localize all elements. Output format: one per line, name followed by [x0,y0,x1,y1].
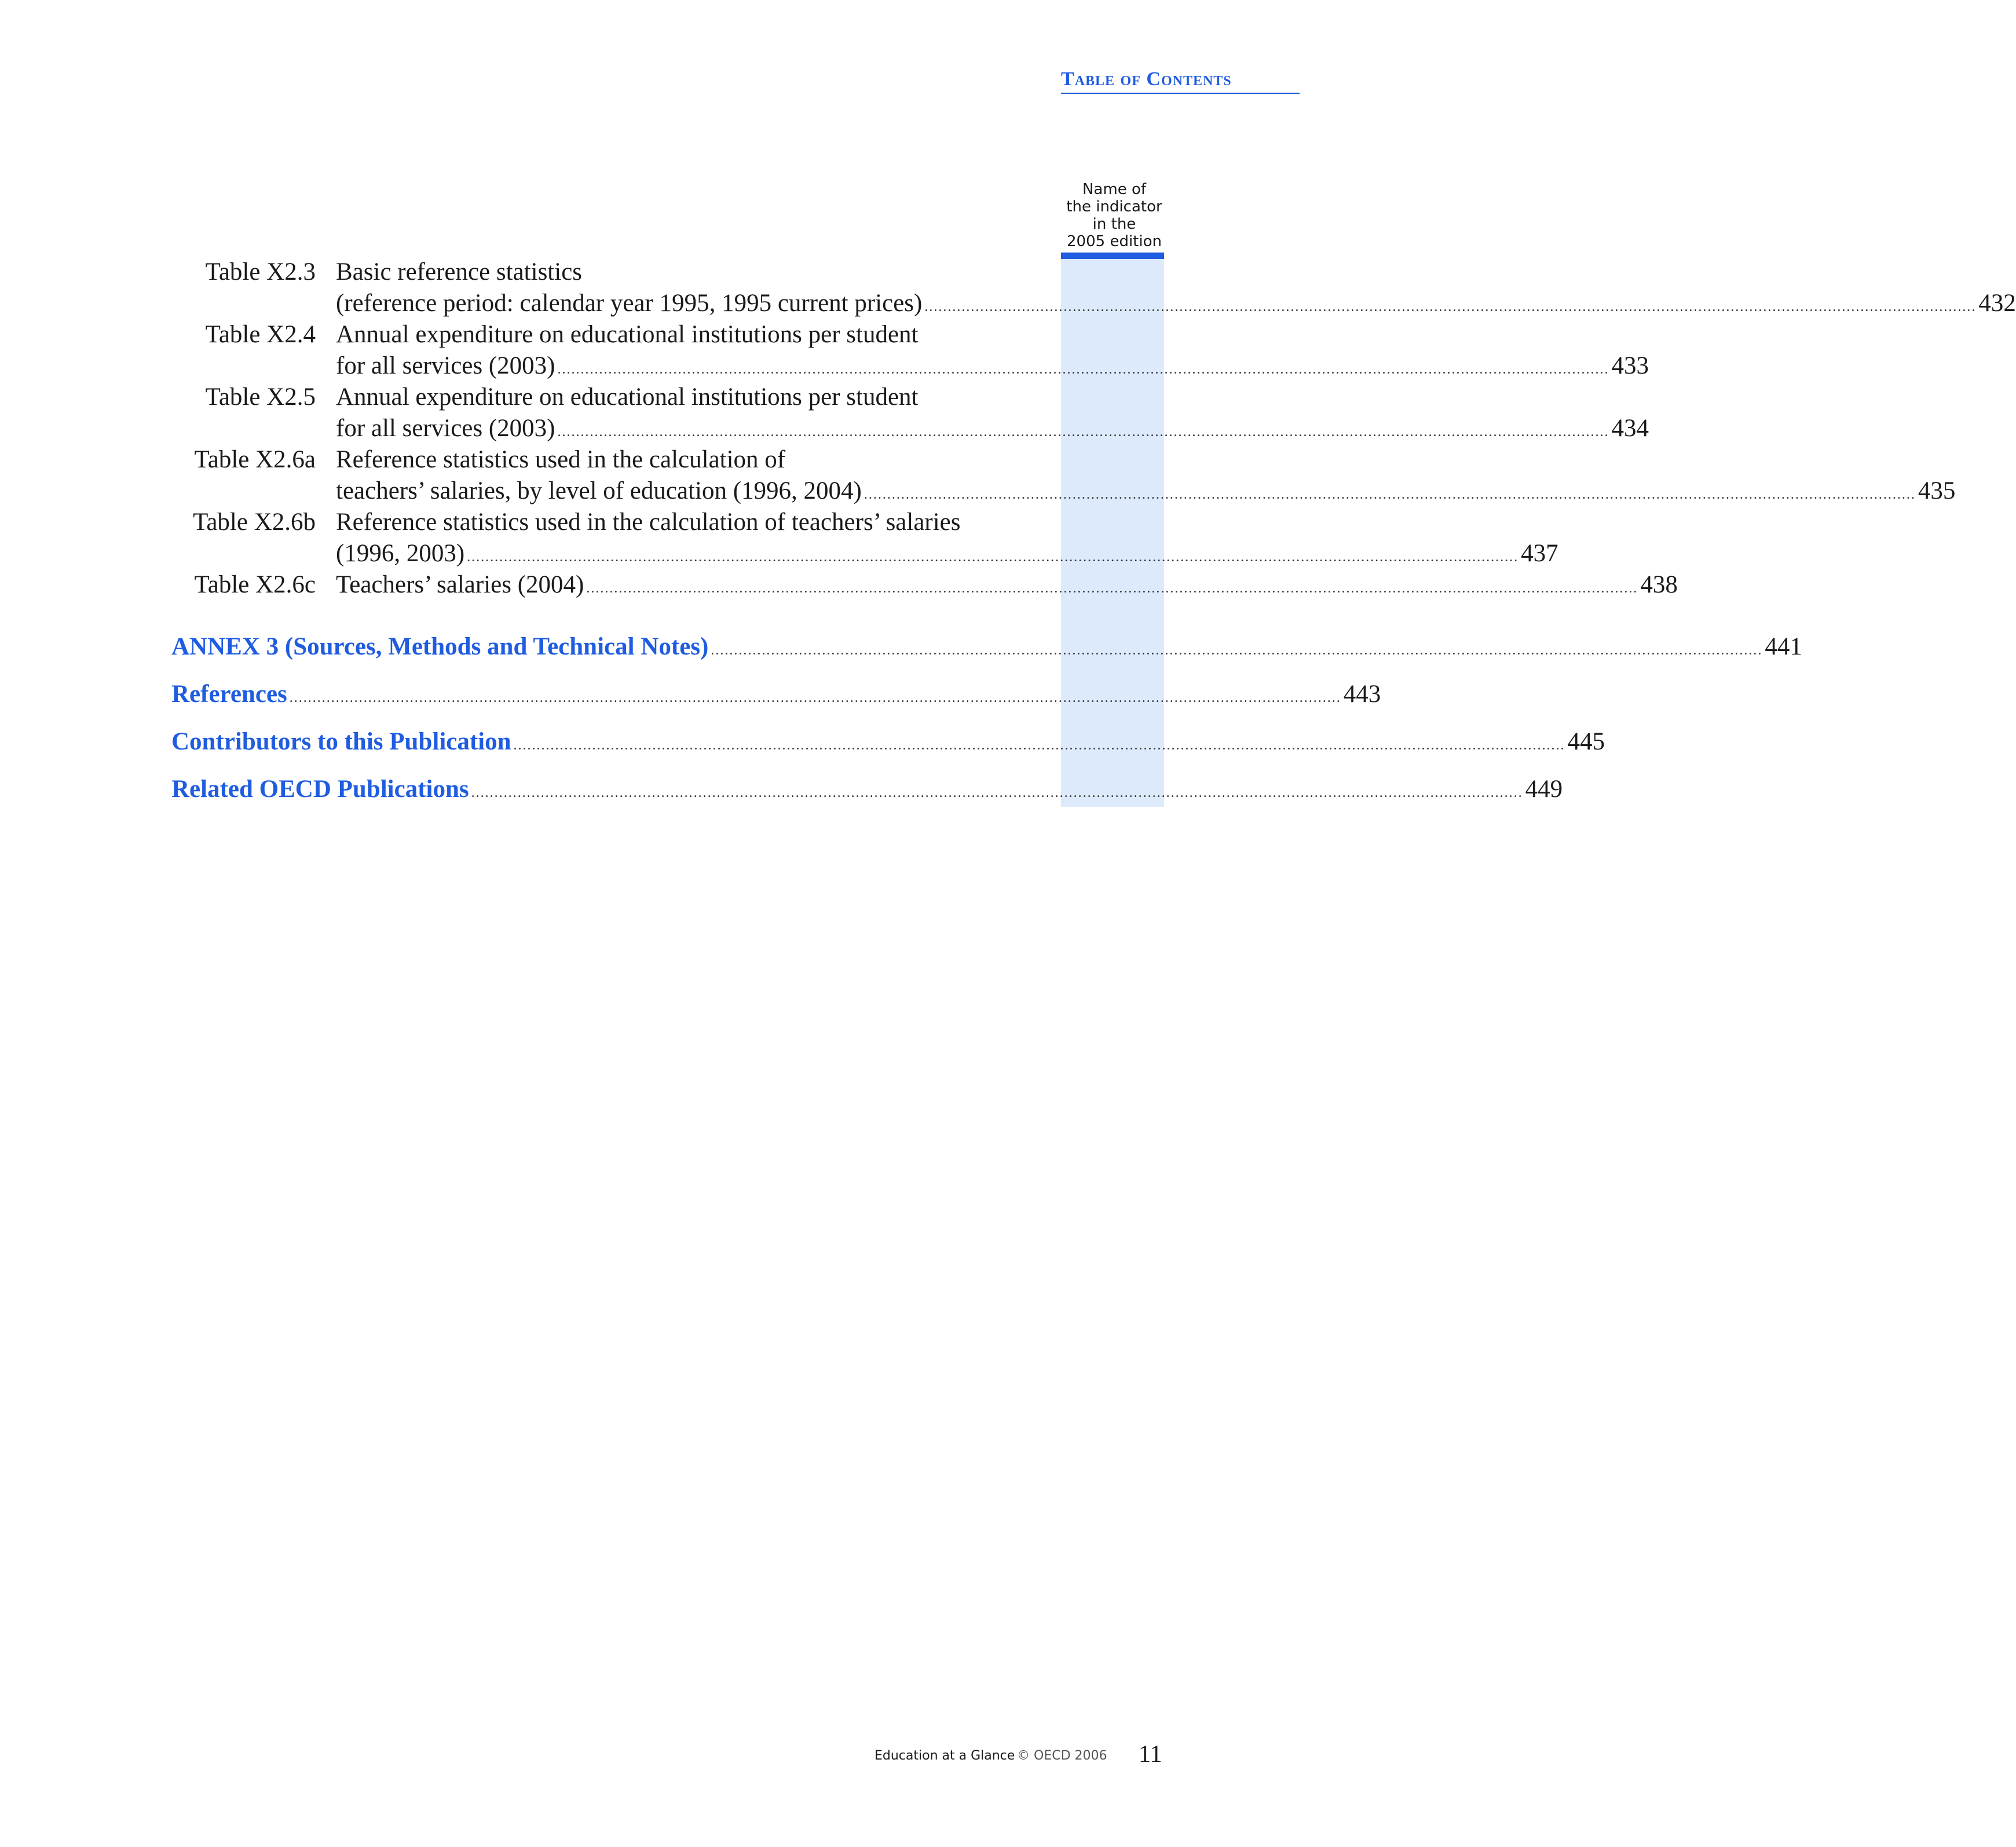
page-number: 437 [1521,540,1558,567]
header-text-2: ontents [1161,68,1232,90]
entry-title: Teachers’ salaries (2004) [336,571,584,598]
toc-section-contributors[interactable] [171,726,1605,761]
leader-dots: ................................................................................................................................................................................................................................... [557,425,1609,440]
page-number: 443 [1343,681,1381,708]
entry-title: Basic reference statistics [336,258,583,286]
header-text-1: able of [1074,68,1147,90]
leader-dots: ................................................................................................................................................................................................................................... [864,487,1916,502]
section-title: References [171,681,287,708]
entry-title-cont: for all services (2003) [336,352,555,379]
page-number: 445 [1567,728,1605,755]
publication-name: Education at a Glance [875,1749,1015,1763]
table-code: Table X2.3 [205,258,316,286]
entry-title: Annual expenditure on educational institutions per student [336,383,919,411]
toc-section-references[interactable] [171,679,1381,714]
caption-line: 2005 edition [1067,233,1162,250]
toc-table-list [162,257,2016,601]
leader-dots: ................................................................................................................................................................................................................................... [289,690,1341,705]
page-number-footer: 11 [1139,1741,1162,1768]
toc-entry[interactable] [162,382,1025,413]
page-number: 434 [1611,415,1649,442]
entry-title-cont: (reference period: calendar year 1995, 1995 current prices) [336,290,923,317]
toc-entry[interactable] [162,444,1025,476]
caption-line: in the [1092,215,1136,233]
header-letter-t: T [1061,68,1075,90]
page-number: 441 [1765,633,1802,660]
caption-line: Name of [1082,181,1147,198]
table-code: Table X2.4 [205,321,316,348]
leader-dots: ................................................................................................................................................................................................................................... [557,362,1609,377]
indicator-caption [1054,181,1175,250]
section-title: ANNEX 3 (Sources, Methods and Technical Notes) [171,633,709,660]
page-footer [875,1740,1164,1769]
page-number: 435 [1918,477,1956,504]
section-title: Contributors to this Publication [171,728,511,755]
caption-line: the indicator [1066,198,1162,215]
section-title: Related OECD Publications [171,776,469,803]
toc-section-related[interactable] [171,774,1563,809]
toc-entry[interactable] [162,507,1025,538]
table-code: Table X2.5 [205,383,316,411]
toc-entry-cont[interactable] [162,288,2016,319]
leader-dots: ................................................................................................................................................................................................................................... [471,785,1523,800]
header-letter-c: C [1146,68,1161,90]
table-code: Table X2.6a [194,446,316,473]
table-code: Table X2.6b [193,509,316,536]
leader-dots: ................................................................................................................................................................................................................................... [711,643,1763,658]
running-header [1061,68,1298,90]
toc-section-annex3[interactable] [171,631,1802,666]
entry-title: Annual expenditure on educational institutions per student [336,321,919,348]
header-rule [1061,93,1300,94]
toc-entry[interactable] [162,257,1025,288]
entry-title: Reference statistics used in the calculation of [336,446,786,473]
entry-title-cont: teachers’ salaries, by level of education (1996, 2004) [336,477,862,504]
indicator-column [1061,259,1164,807]
entry-title-cont: (1996, 2003) [336,540,465,567]
copyright: © OECD 2006 [1017,1749,1107,1763]
toc-entry[interactable] [162,569,1678,601]
leader-dots: ................................................................................................................................................................................................................................... [467,550,1519,565]
toc-entry[interactable] [162,319,1025,350]
toc-entry-cont[interactable] [162,538,1558,569]
leader-dots: ................................................................................................................................................................................................................................... [924,299,1977,314]
indicator-rule [1061,253,1164,259]
toc-entry-cont[interactable] [162,476,1956,507]
page-number: 432 [1978,290,2016,317]
page-number: 433 [1611,352,1649,379]
toc-entry-cont[interactable] [162,413,1649,444]
entry-title: Reference statistics used in the calculation of teachers’ salaries [336,509,961,536]
leader-dots: ................................................................................................................................................................................................................................... [586,581,1638,596]
page-number: 438 [1640,571,1678,598]
table-code: Table X2.6c [194,571,316,598]
entry-title-cont: for all services (2003) [336,415,555,442]
page-number: 449 [1525,776,1563,803]
leader-dots: ................................................................................................................................................................................................................................... [513,738,1565,753]
toc-entry-cont[interactable] [162,350,1649,382]
